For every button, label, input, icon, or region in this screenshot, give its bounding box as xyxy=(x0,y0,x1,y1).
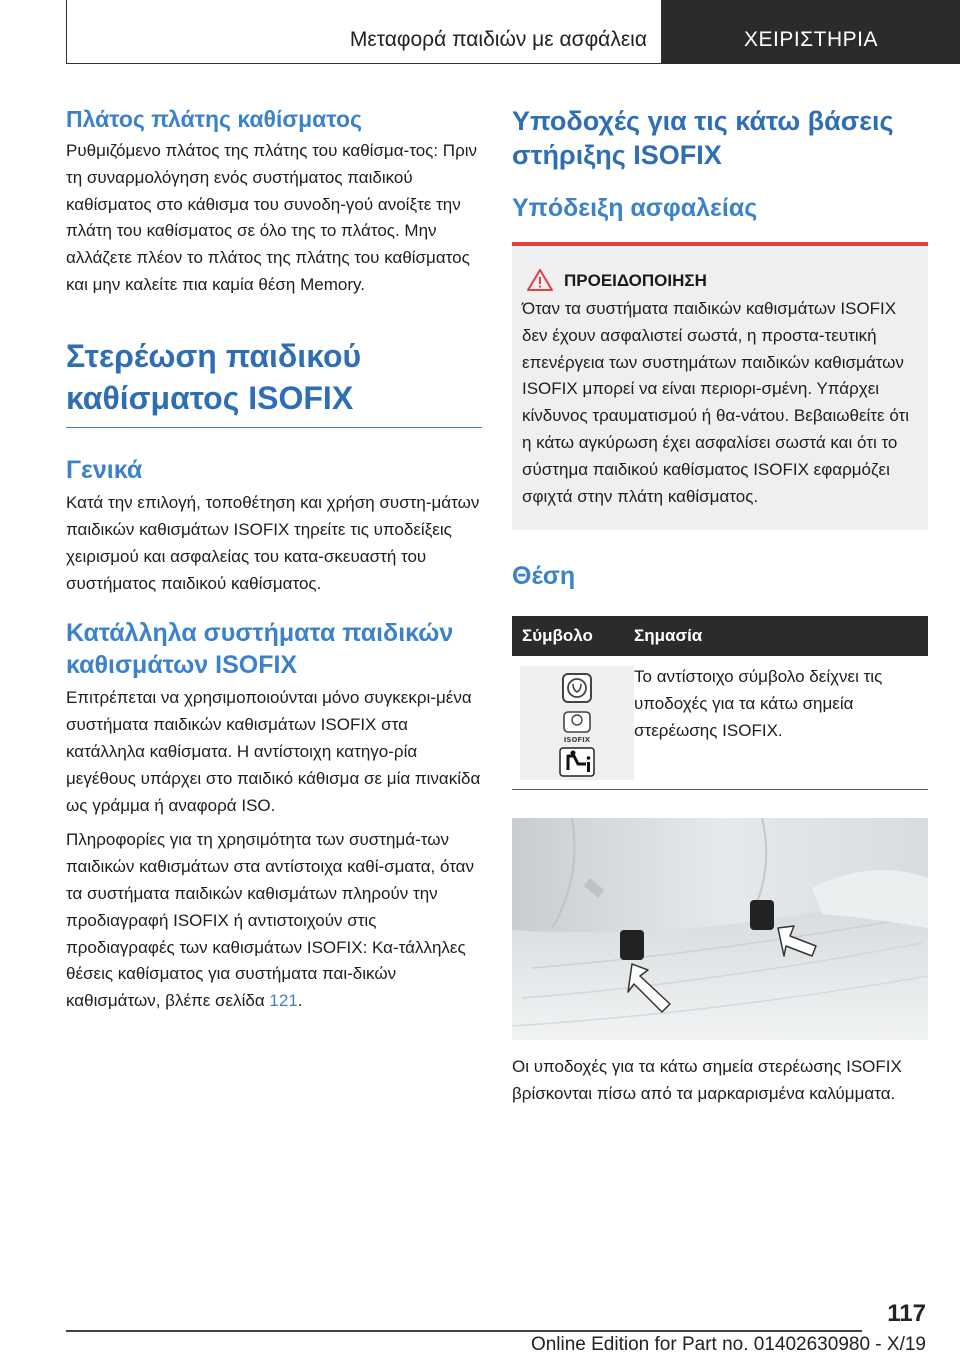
paragraph-general: Κατά την επιλογή, τοποθέτηση και χρήση συστη-μάτων παιδικών καθισμάτων ISOFIX τηρείτε τις υποδείξεις χειρισμού και ασφαλείας του κατα-σκευαστή του συστήματος παιδικού καθίσματος. xyxy=(66,493,480,593)
table-row xyxy=(512,656,928,790)
heading-suitable-systems: Κατάλληλα συστήματα παιδικών καθισμάτων ISOFIX xyxy=(66,619,454,680)
heading-isofix-mounting: Στερέωση παιδικού καθίσματος ISOFIX xyxy=(66,337,362,416)
column-meaning: Σημασία xyxy=(634,626,703,646)
section-tab xyxy=(662,0,960,64)
isofix-icon xyxy=(520,666,634,780)
symbol-table-header xyxy=(512,616,928,656)
page-link-121[interactable]: 121 xyxy=(269,991,298,1011)
left-column xyxy=(66,104,482,1015)
rear-seat-illustration xyxy=(512,818,928,1040)
warning-text: Όταν τα συστήματα παιδικών καθισμάτων ISOFIX δεν έχουν ασφαλιστεί σωστά, η προστα-τευτική επενέργεια των συστημάτων παιδικών καθισμάτων ISOFIX μπορεί να είναι περιορι-σμένη. Υπάρχει κίνδυνος τραυματισμού ή θα-νάτου. Βεβαιωθείτε ότι η κάτω αγκύρωση έχει ασφαλίσει σωστά και ότι το σύστημα παιδικού καθίσματος ISOFIX εφαρμόζει σφιχτά στην πλάτη καθίσματος. xyxy=(522,299,910,506)
paragraph-information-end: . xyxy=(297,991,303,1011)
warning-triangle-icon xyxy=(526,268,554,292)
rear-seat-isofix-photo xyxy=(512,818,928,1040)
page-number: 117 xyxy=(887,1300,926,1327)
column-symbol: Σύμβολο xyxy=(522,626,593,646)
paragraph-backrest-width: Ρυθμιζόμενο πλάτος της πλάτης του καθίσμα-τος: Πριν τη συναρμολόγηση ενός συστήματος παιδικού καθίσματος στο κάθισμα του συνοδη-γού ανοίξτε την πλάτη του καθίσματος σε όλο της το πλάτος. Μην αλλάζετε πλέον το πλάτος της πλάτης του καθίσματος και μην καλείτε πια καμία θέση Memory. xyxy=(66,141,478,294)
chapter-title: Μεταφορά παιδιών με ασφάλεια xyxy=(349,28,647,51)
paragraph-information-text: Πληροφορίες για τη χρησιμότητα των συστημά-των παιδικών καθισμάτων στα αντίστοιχα καθί-σματα, όταν τα συστήματα παιδικών καθισμάτων πληρούν την προδιαγραφή ISOFIX ή αντιστοιχούν στις προδιαγραφές των καθισμάτων ISOFIX: Κα-τάλληλες θέσεις καθίσματος για συστήματα παι-δικών καθισμάτων, βλέπε σελίδα xyxy=(66,830,475,1011)
isofix-symbols xyxy=(520,666,634,780)
heading-general: Γενικά xyxy=(66,456,143,485)
paragraph-suitable-systems: Επιτρέπεται να χρησιμοποιούνται μόνο συγκεκρι-μένα συστήματα παιδικών καθισμάτων ISOFIX στα κατάλληλα καθίσματα. Η αντίστοιχη κατηγο-ρία μεγέθους υπάρχει στο παιδικό κάθισμα σε μία πινακίδα ως γράμμα ή αναφορά ISO. xyxy=(66,688,481,815)
edition-info: Online Edition for Part no. 01402630980 - X/19 xyxy=(530,1334,926,1355)
warning-title: ΠΡΟΕΙΔΟΠΟΙΗΣΗ xyxy=(564,271,707,290)
heading-divider xyxy=(66,427,482,429)
section-title: ΧΕΙΡΙΣΤΗΡΙΑ xyxy=(743,28,878,51)
heading-position: Θέση xyxy=(512,562,576,591)
heading-isofix-anchors: Υποδοχές για τις κάτω βάσεις στήριξης ISOFIX xyxy=(512,106,894,170)
photo-caption: Οι υποδοχές για τα κάτω σημεία στερέωσης ISOFIX βρίσκονται πίσω από τα μαρκαρισμένα καλύμματα. xyxy=(512,1057,902,1104)
right-column xyxy=(512,104,928,1108)
heading-backrest-width: Πλάτος πλάτης καθίσματος xyxy=(66,106,362,132)
warning-title-row xyxy=(522,268,920,294)
footer-divider xyxy=(66,1330,862,1332)
isofix-symbol-label: ISOFIX xyxy=(563,736,591,745)
header-chapter-box xyxy=(66,0,662,64)
paragraph-information xyxy=(66,827,482,1015)
symbol-meaning: Το αντίστοιχο σύμβολο δείχνει τις υποδοχές για τα κάτω σημεία στερέωσης ISOFIX. xyxy=(634,667,883,740)
heading-safety-note: Υπόδειξη ασφαλείας xyxy=(512,194,758,222)
warning-box xyxy=(512,242,928,530)
